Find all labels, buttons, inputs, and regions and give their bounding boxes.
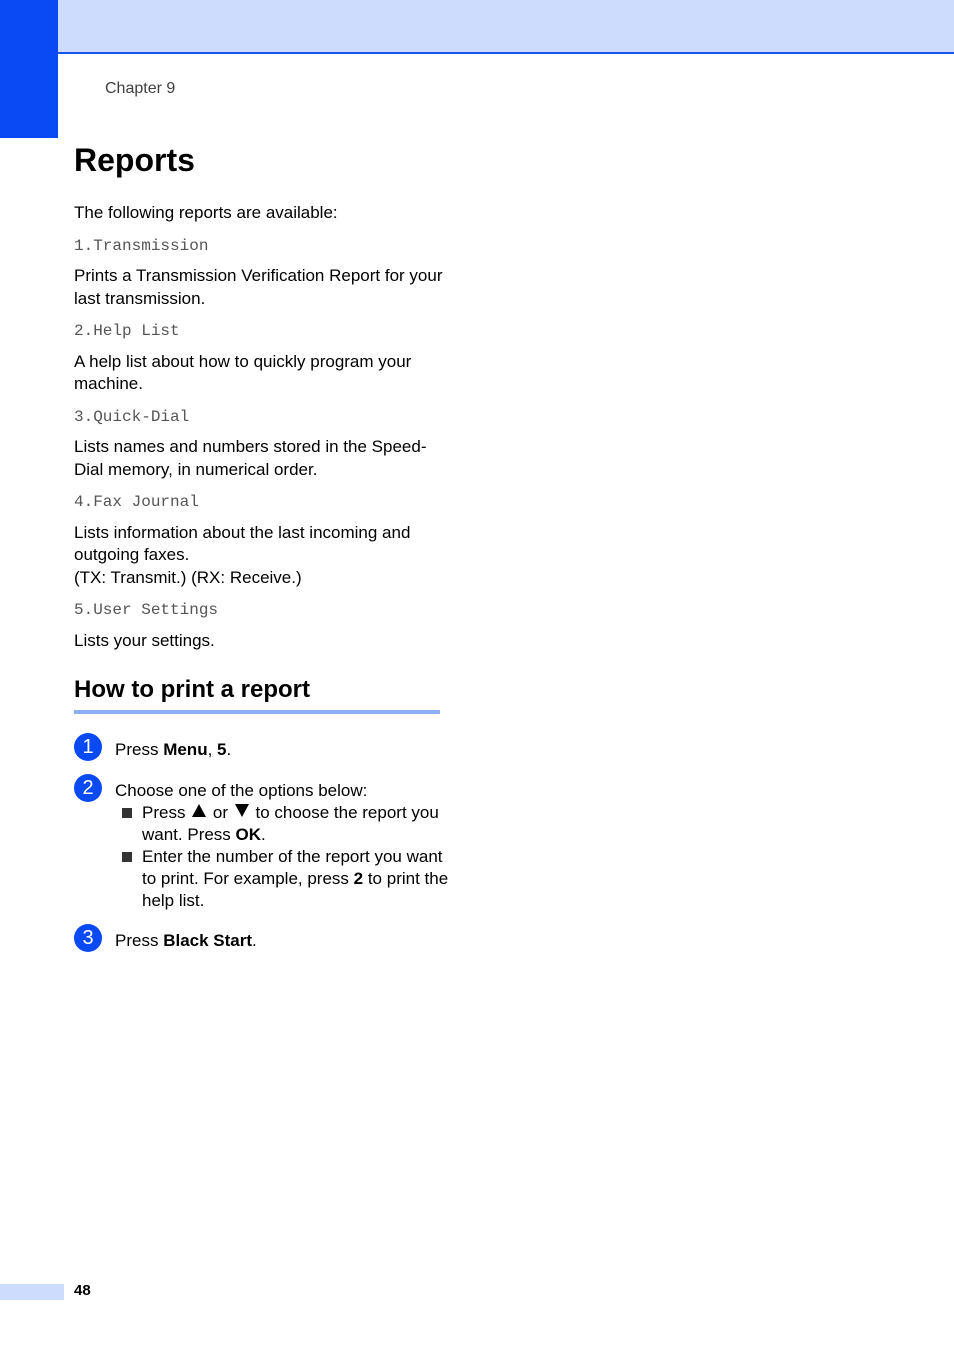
opt2-pre: Enter the number of the report you want to print. For example, press: [142, 847, 443, 888]
chapter-label: Chapter 9: [105, 80, 176, 97]
menu-item-user-settings: 5.User Settings: [74, 601, 219, 619]
desc-fax-journal: Lists information about the last incoming and outgoing faxes.: [74, 522, 411, 564]
step-number-2: 2: [74, 774, 102, 802]
note-fax-journal: (TX: Transmit.) (RX: Receive.): [74, 567, 302, 587]
opt2-post: to print the help list.: [142, 869, 449, 910]
menu-item-help-list: 2.Help List: [74, 322, 180, 340]
step-2-text: Choose one of the options below:: [115, 781, 368, 800]
step-1-post: .: [226, 740, 232, 759]
desc-transmission: Prints a Transmission Verification Report for your last transmission.: [74, 266, 443, 308]
step-3-pre: Press: [115, 931, 164, 950]
key-5: 5: [217, 740, 227, 759]
page-title: Reports: [74, 142, 195, 178]
opt1-or: or: [208, 803, 233, 822]
menu-key: Menu: [163, 740, 208, 759]
step-number-3: 3: [74, 924, 102, 952]
step-1-sep: ,: [207, 740, 218, 759]
step-number-1: 1: [74, 733, 102, 761]
step-2: [74, 777, 454, 912]
square-bullet-icon: [122, 808, 132, 818]
desc-user-settings: Lists your settings.: [74, 630, 215, 650]
option-list: [74, 802, 454, 912]
step-3-text: [115, 930, 454, 952]
intro-text: The following reports are available:: [74, 203, 338, 222]
down-arrow-icon: [235, 804, 249, 817]
square-bullet-icon: [122, 852, 132, 862]
option-item-arrows: [122, 802, 454, 846]
option-item-number: [122, 846, 454, 912]
step-3-post: .: [252, 931, 257, 950]
opt1-pre: Press: [142, 803, 191, 822]
desc-quick-dial: Lists names and numbers stored in the Speed-Dial memory, in numerical order.: [74, 437, 427, 479]
black-start-key: Black Start: [163, 931, 253, 950]
menu-item-quick-dial: 3.Quick-Dial: [74, 407, 190, 426]
reports-list: [74, 202, 444, 662]
chapter-tab: [0, 0, 58, 138]
opt1-mid: to choose the report you want. Press: [142, 803, 439, 844]
step-1-pre: Press: [115, 740, 164, 759]
desc-help-list: A help list about how to quickly program your machine.: [74, 351, 412, 393]
opt1-post: .: [261, 825, 266, 844]
step-1: [74, 736, 454, 761]
up-arrow-icon: [192, 804, 206, 817]
footer-band: [0, 1284, 64, 1300]
section-heading: How to print a report: [74, 676, 440, 714]
step-1-text: [115, 739, 454, 761]
menu-item-transmission: 1.Transmission: [74, 236, 209, 255]
step-3: [74, 927, 454, 952]
menu-item-fax-journal: 4.Fax Journal: [74, 493, 199, 511]
ok-key: OK: [235, 825, 262, 844]
key-2: 2: [353, 869, 364, 888]
page-number: 48: [74, 1282, 91, 1299]
header-band: [58, 0, 954, 54]
